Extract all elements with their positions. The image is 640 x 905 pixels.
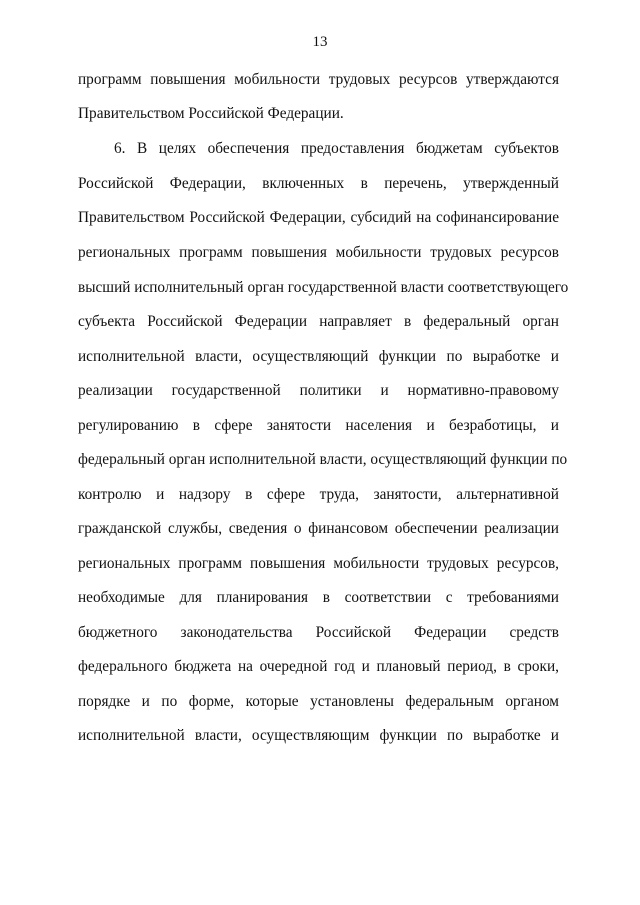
text-line: региональных программ повышения мобильности трудовых ресурсов, — [78, 555, 559, 572]
text-line: исполнительной власти, осуществляющий функции по выработке и — [78, 348, 559, 365]
text-line: региональных программ повышения мобильности трудовых ресурсов — [78, 244, 559, 261]
text-line: высший исполнительный орган государственной власти соответствующего — [78, 279, 569, 296]
text-line: реализации государственной политики и нормативно-правовому — [78, 382, 559, 399]
text-line: субъекта Российской Федерации направляет в федеральный орган — [78, 313, 559, 330]
page-number: 13 — [312, 34, 328, 50]
text-line: порядке и по форме, которые установлены федеральным органом — [78, 693, 559, 710]
text-line: программ повышения мобильности трудовых ресурсов утверждаются — [78, 71, 559, 88]
text-line: необходимые для планирования в соответствии с требованиями — [78, 589, 559, 606]
text-line: Российской Федерации, включенных в перечень, утвержденный — [78, 175, 559, 192]
text-line: федерального бюджета на очередной год и плановый период, в сроки, — [78, 658, 559, 675]
text-line: Правительством Российской Федерации. — [78, 105, 344, 122]
paragraph-start-line: 6. В целях обеспечения предоставления бюджетам субъектов — [114, 140, 559, 157]
text-line: федеральный орган исполнительной власти, осуществляющий функции по — [78, 451, 568, 468]
text-line: контролю и надзору в сфере труда, занятости, альтернативной — [78, 486, 559, 503]
text-line: исполнительной власти, осуществляющим функции по выработке и — [78, 727, 559, 744]
text-line: бюджетного законодательства Российской Федерации средств — [78, 624, 559, 641]
text-line: Правительством Российской Федерации, субсидий на софинансирование — [78, 209, 559, 226]
text-line: гражданской службы, сведения о финансовом обеспечении реализации — [78, 520, 559, 537]
text-line: регулированию в сфере занятости населения и безработицы, и — [78, 417, 559, 434]
